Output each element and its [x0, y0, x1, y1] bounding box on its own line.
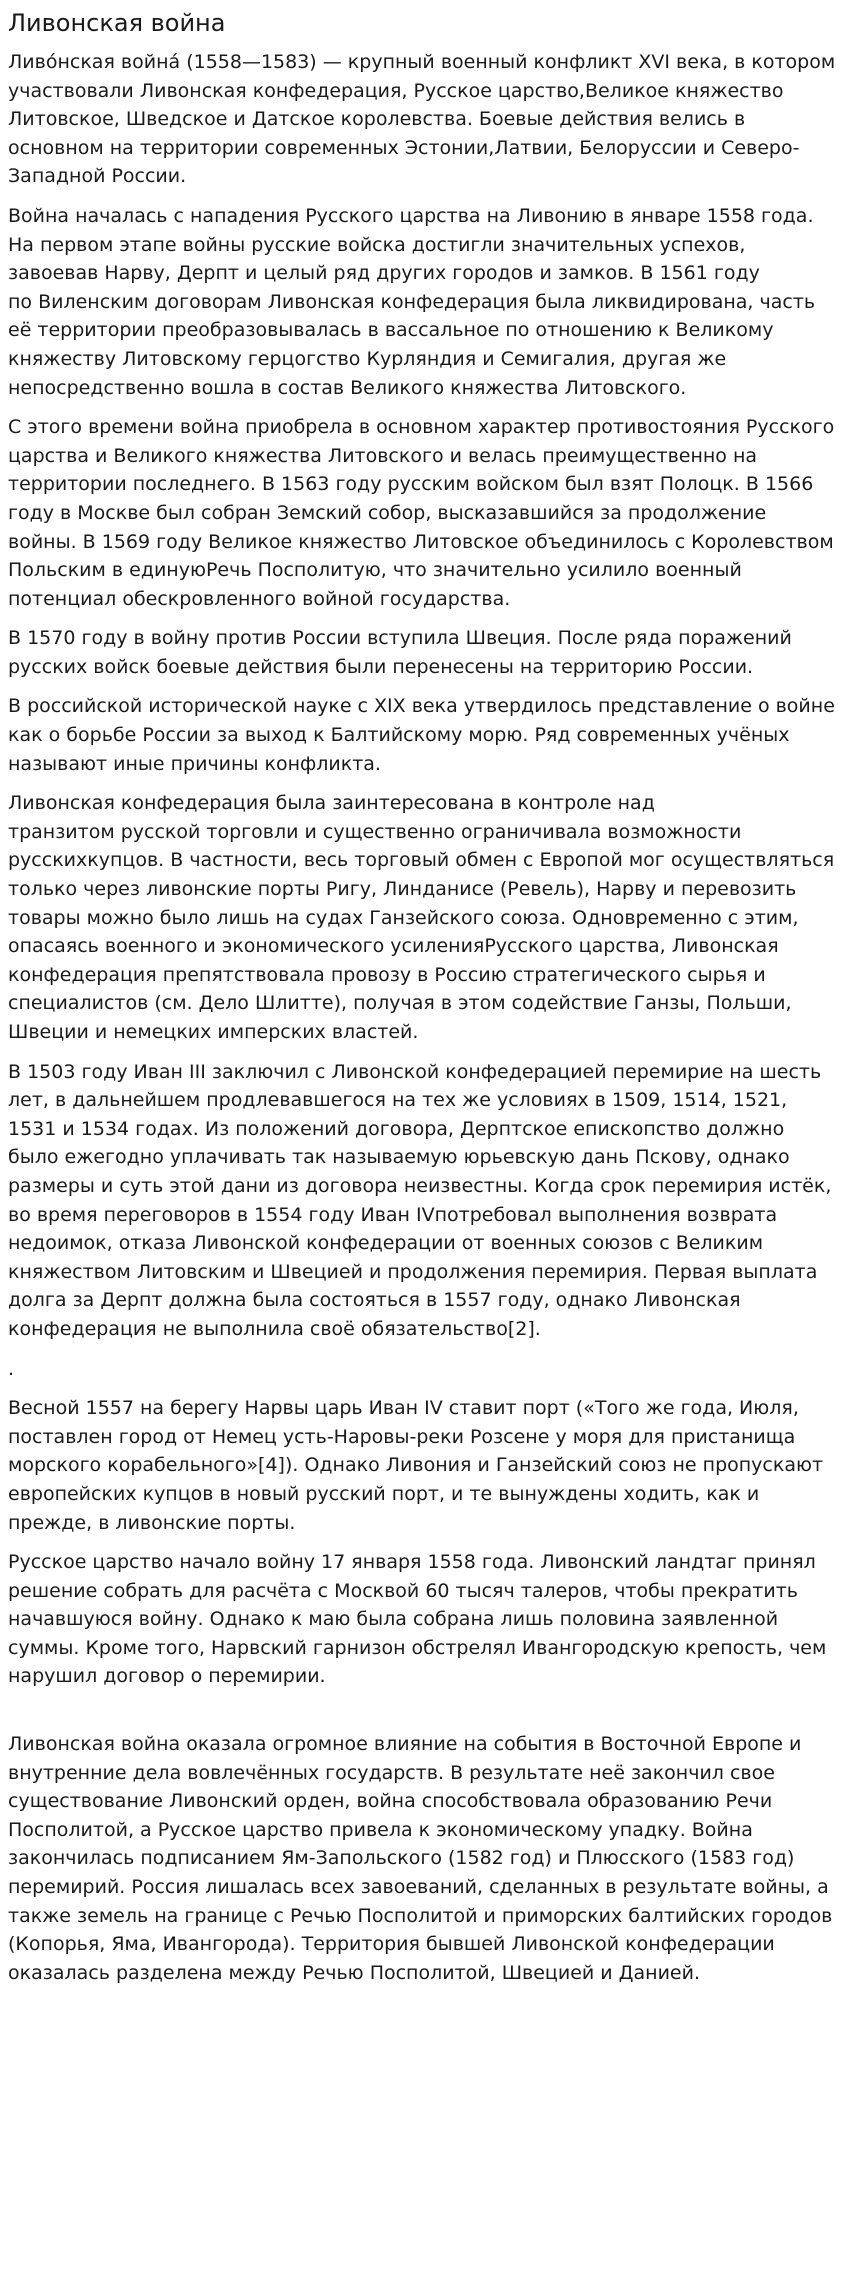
- paragraph-lithuania: С этого времени война приобрела в основном характер противостояния Русского царства и Великого княжества Литовского и велась преимущественно на территории последнего. В 1563 году русским войском был взят Полоцк. В 1566 году в Москве был собран Земский собор, высказавшийся за продолжение войны. В 1569 году Великое княжество Литовское объединилось с Королевством Польским в единуюРечь Посполитую, что значительно усилило военный потенциал обескровленного войной государства.: [8, 416, 835, 610]
- article: [8, 0, 840, 1998]
- paragraph-historiography: В российской исторической науке с XIX века утвердилось представление о войне как о борьбе России за выход к Балтийскому морю. Ряд современных учёных называют иные причины конфликта.: [8, 695, 835, 775]
- paragraph-war-begins-1558: Русское царство начало войну 17 января 1558 года. Ливонский ландтаг принял решение собрать для расчёта с Москвой 60 тысяч талеров, чтобы прекратить начавшуюся войну. Однако к маю была собрана лишь половина заявленной суммы. Кроме того, Нарвский гарнизон обстрелял Ивангородскую крепость, чем нарушил договор о перемирии.: [8, 1551, 827, 1688]
- paragraph-dot: .: [8, 1357, 15, 1380]
- paragraph-confederation-trade: Ливонская конфедерация была заинтересована в контроле над транзитом русской торговли и существенно ограничивала возможности русскихкупцов. В частности, весь торговый обмен с Европой мог осуществляться только через ливонские порты Ригу, Линданисе (Ревель), Нарву и перевозить товары можно было лишь на судах Ганзейского союза. Одновременно с этим, опасаясь военного и экономического усиленияРусского царства, Ливонская конфедерация препятствовала провозу в Россию стратегического сырья и специалистов (см. Дело Шлитте), получая в этом содействие Ганзы, Польши, Швеции и немецких имперских властей.: [8, 792, 835, 1043]
- paragraph-consequences: Ливонская война оказала огромное влияние на события в Восточной Европе и внутренние дела вовлечённых государств. В результате неё закончил свое существование Ливонский орден, война способствовала образованию Речи Посполитой, а Русское царство привела к экономическому упадку. Война закончилась подписанием Ям-Запольского (1582 год) и Плюсского (1583 год) перемирий. Россия лишалась всех завоеваний, сделанных в результате войны, а также земель на границе с Речью Посполитой и приморских балтийских городов (Копорья, Яма, Ивангорода). Территория бывшей Ливонской конфедерации оказалась разделена между Речью Посполитой, Швецией и Данией.: [8, 1733, 833, 1984]
- article-title: Ливонская война: [8, 9, 226, 37]
- paragraph-sweden: В 1570 году в войну против России вступила Швеция. После ряда поражений русских войск боевые действия были перенесены на территорию России.: [8, 627, 792, 678]
- paragraph-intro: Ливо́нская война́ (1558—1583) — крупный военный конфликт XVI века, в котором участвовали Ливонская конфедерация, Русское царство,Великое княжество Литовское, Шведское и Датское королевства. Боевые действия велись в основном на территории современных Эстонии,Латвии, Белоруссии и Северо- Западной России.: [8, 51, 836, 188]
- paragraph-war-start: Война началась с нападения Русского царства на Ливонию в январе 1558 года. На первом этапе войны русские войска достигли значительных успехов, завоевав Нарву, Дерпт и целый ряд других городов и замков. В 1561 году по Виленским договорам Ливонская конфедерация была ликвидирована, часть её территории преобразовывалась в вассальное по отношению к Великому княжеству Литовскому герцогство Курляндия и Семигалия, другая же непосредственно вошла в состав Великого княжества Литовского.: [8, 204, 816, 399]
- paragraph-gap: [8, 1702, 840, 1730]
- paragraph-narva-port: Весной 1557 на берегу Нарвы царь Иван IV ставит порт («Того же года, Июля, поставлен город от Немец усть-Наровы-реки Розсене у моря для пристанища морского корабельного»[4]). Однако Ливония и Ганзейский союз не пропускают европейских купцов в новый русский порт, и те вынуждены ходить, как и прежде, в ливонские порты.: [8, 1397, 824, 1534]
- paragraph-truce-1503: В 1503 году Иван III заключил с Ливонской конфедерацией перемирие на шесть лет, в дальнейшем продлевавшегося на тех же условиях в 1509, 1514, 1521, 1531 и 1534 годах. Из положений договора, Дерптское епископство должно было ежегодно уплачивать так называемую юрьевскую дань Пскову, однако размеры и суть этой дани из договора неизвестны. Когда срок перемирия истёк, во время переговоров в 1554 году Иван IVпотребовал выполнения возврата недоимок, отказа Ливонской конфедерации от военных союзов с Великим княжеством Литовским и Швецией и продолжения перемирия. Первая выплата долга за Дерпт должна была состояться в 1557 году, однако Ливонская конфедерация не выполнила своё обязательство[2].: [8, 1060, 832, 1340]
